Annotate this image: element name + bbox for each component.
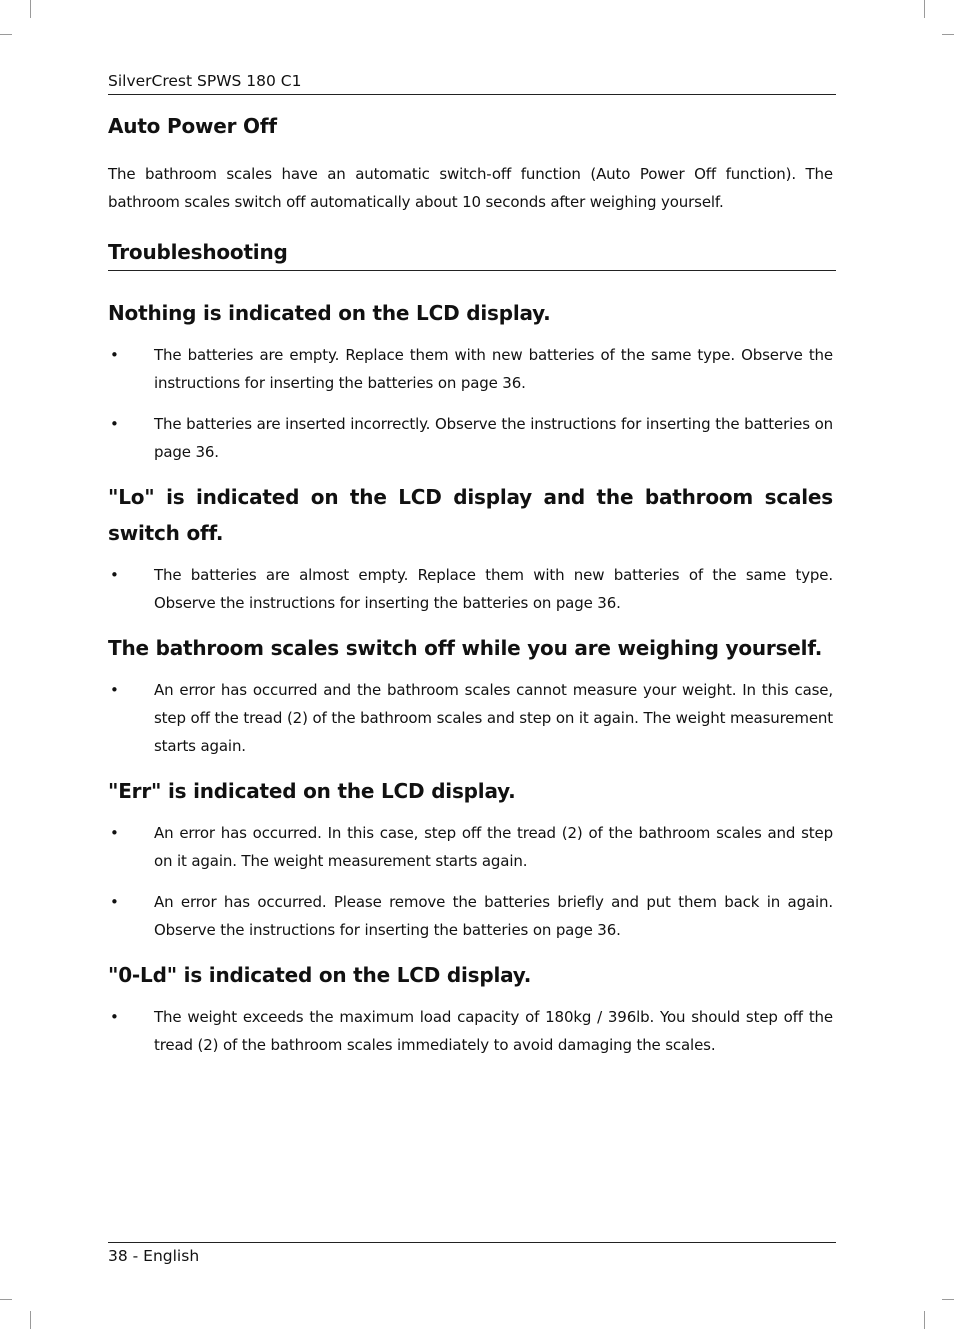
- list-item: • An error has occurred and the bathroom scales cannot measure your weight. In this case, step off the tread (2) of the bathroom scales and step on it again. The weight measurement starts again.: [108, 676, 833, 760]
- bullet-list-nothing-displayed: [108, 341, 833, 466]
- auto-power-off-heading: Auto Power Off: [108, 114, 277, 138]
- troubleshooting-heading: Troubleshooting: [108, 236, 836, 271]
- section-heading-0ld-displayed: "0-Ld" is indicated on the LCD display.: [108, 963, 532, 987]
- crop-mark-top-right-h: [942, 34, 954, 35]
- section-heading-lo-displayed: [108, 479, 833, 551]
- header-product-name: SilverCrest SPWS 180 C1: [108, 72, 302, 90]
- section-heading-err-displayed: "Err" is indicated on the LCD display.: [108, 779, 516, 803]
- crop-mark-bottom-right-h: [942, 1299, 954, 1300]
- bullet-list-lo-displayed: [108, 561, 833, 617]
- crop-mark-bottom-left-v: [30, 1311, 31, 1329]
- section-heading-nothing-displayed: Nothing is indicated on the LCD display.: [108, 301, 551, 325]
- list-item: • The weight exceeds the maximum load capacity of 180kg / 396lb. You should step off the tread (2) of the bathroom scales immediately to avoid damaging the scales.: [108, 1003, 833, 1059]
- crop-mark-bottom-left-h: [0, 1299, 12, 1300]
- list-item: • The batteries are inserted incorrectly. Observe the instructions for inserting the batteries on page 36.: [108, 410, 833, 466]
- bullet-list-switch-off-weighing: [108, 676, 833, 760]
- bullet-list-err-displayed: [108, 819, 833, 944]
- section-heading-switch-off-weighing: The bathroom scales switch off while you are weighing yourself.: [108, 636, 823, 660]
- page-header: [108, 70, 836, 95]
- section-heading-lo-line2: switch off.: [108, 521, 224, 545]
- crop-mark-top-left-v: [30, 0, 31, 18]
- page-footer: [108, 1242, 836, 1267]
- list-item: • An error has occurred. Please remove the batteries briefly and put them back in again. Observe the instructions for inserting the batteries on page 36.: [108, 888, 833, 944]
- list-item: • An error has occurred. In this case, step off the tread (2) of the bathroom scales and step on it again. The weight measurement starts again.: [108, 819, 833, 875]
- crop-mark-bottom-right-v: [924, 1311, 925, 1329]
- footer-page-number: 38 - English: [108, 1247, 200, 1265]
- section-heading-lo-line1: "Lo" is indicated on the LCD display and the bathroom scales: [108, 485, 833, 509]
- auto-power-off-text: The bathroom scales have an automatic switch-off function (Auto Power Off function). The bathroom scales switch off automatically about 10 seconds after weighing yourself.: [108, 165, 833, 211]
- page-content: [108, 110, 833, 1072]
- bullet-list-0ld-displayed: [108, 1003, 833, 1059]
- crop-mark-top-left-h: [0, 34, 12, 35]
- crop-mark-top-right-v: [924, 0, 925, 18]
- list-item: • The batteries are empty. Replace them with new batteries of the same type. Observe the instructions for inserting the batteries on page 36.: [108, 341, 833, 397]
- list-item: • The batteries are almost empty. Replace them with new batteries of the same type. Observe the instructions for inserting the batteries on page 36.: [108, 561, 833, 617]
